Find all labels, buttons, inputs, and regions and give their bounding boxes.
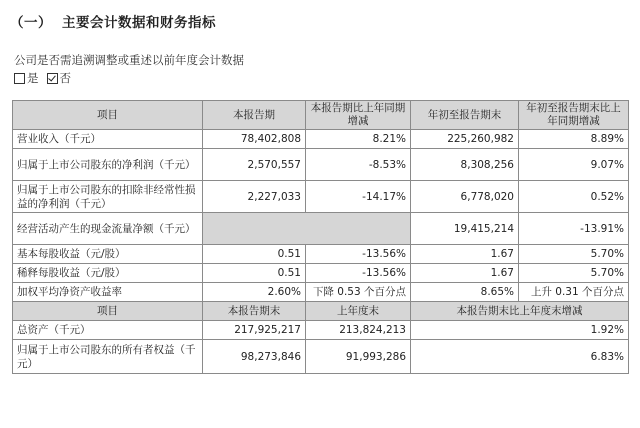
header-current: 本报告期末 bbox=[203, 302, 306, 321]
row-ytd-change: 9.07% bbox=[519, 149, 629, 181]
table-row bbox=[13, 149, 629, 181]
checkbox-yes-icon bbox=[14, 73, 25, 84]
row-item: 基本每股收益（元/股） bbox=[13, 245, 203, 264]
row-period-change: -8.53% bbox=[306, 149, 411, 181]
table1-header-row bbox=[13, 101, 629, 130]
header-change: 本报告期末比上年度末增减 bbox=[411, 302, 629, 321]
row-period: 78,402,808 bbox=[203, 130, 306, 149]
row-current: 217,925,217 bbox=[203, 321, 306, 340]
row-period-change: -13.56% bbox=[306, 264, 411, 283]
row-change: 6.83% bbox=[411, 340, 629, 374]
row-period: 0.51 bbox=[203, 264, 306, 283]
row-ytd-change: 0.52% bbox=[519, 181, 629, 213]
table-row bbox=[13, 321, 629, 340]
header-period: 本报告期 bbox=[203, 101, 306, 130]
option-yes-label: 是 bbox=[27, 71, 39, 85]
option-no-label: 否 bbox=[59, 71, 71, 85]
row-prior: 213,824,213 bbox=[306, 321, 411, 340]
header-prior: 上年度末 bbox=[306, 302, 411, 321]
row-item: 加权平均净资产收益率 bbox=[13, 283, 203, 302]
restatement-options bbox=[14, 70, 77, 86]
restatement-question: 公司是否需追溯调整或重述以前年度会计数据 bbox=[14, 53, 244, 67]
header-period-change: 本报告期比上年同期增减 bbox=[306, 101, 411, 130]
row-not-applicable-cell bbox=[203, 213, 411, 245]
section-number: （一） bbox=[10, 15, 52, 31]
row-ytd: 225,260,982 bbox=[411, 130, 519, 149]
row-period: 2,227,033 bbox=[203, 181, 306, 213]
section-title: 主要会计数据和财务指标 bbox=[62, 15, 216, 31]
row-period-change: 8.21% bbox=[306, 130, 411, 149]
header-ytd: 年初至报告期末 bbox=[411, 101, 519, 130]
row-ytd-change: 5.70% bbox=[519, 245, 629, 264]
row-item: 经营活动产生的现金流量净额（千元） bbox=[13, 213, 203, 245]
row-period-change: -14.17% bbox=[306, 181, 411, 213]
header-ytd-change: 年初至报告期末比上年同期增减 bbox=[519, 101, 629, 130]
header-item: 项目 bbox=[13, 302, 203, 321]
row-prior: 91,993,286 bbox=[306, 340, 411, 374]
row-ytd: 6,778,020 bbox=[411, 181, 519, 213]
row-ytd: 19,415,214 bbox=[411, 213, 519, 245]
option-yes bbox=[14, 70, 39, 86]
row-ytd: 8,308,256 bbox=[411, 149, 519, 181]
table-row bbox=[13, 213, 629, 245]
row-item: 稀释每股收益（元/股） bbox=[13, 264, 203, 283]
row-item: 归属于上市公司股东的所有者权益（千元） bbox=[13, 340, 203, 374]
row-ytd-change: -13.91% bbox=[519, 213, 629, 245]
row-current: 98,273,846 bbox=[203, 340, 306, 374]
row-ytd: 1.67 bbox=[411, 264, 519, 283]
table-row bbox=[13, 181, 629, 213]
row-period-change: 下降 0.53 个百分点 bbox=[306, 283, 411, 302]
table2-header-row bbox=[13, 302, 629, 321]
row-item: 归属于上市公司股东的扣除非经常性损益的净利润（千元） bbox=[13, 181, 203, 213]
row-item: 营业收入（千元） bbox=[13, 130, 203, 149]
header-item: 项目 bbox=[13, 101, 203, 130]
checkbox-no-checked-icon bbox=[47, 73, 58, 84]
row-ytd-change: 8.89% bbox=[519, 130, 629, 149]
row-period: 2,570,557 bbox=[203, 149, 306, 181]
row-item: 归属于上市公司股东的净利润（千元） bbox=[13, 149, 203, 181]
financial-data-table bbox=[12, 100, 629, 374]
row-ytd-change: 上升 0.31 个百分点 bbox=[519, 283, 629, 302]
row-ytd: 8.65% bbox=[411, 283, 519, 302]
row-period: 0.51 bbox=[203, 245, 306, 264]
row-period: 2.60% bbox=[203, 283, 306, 302]
table-row bbox=[13, 340, 629, 374]
row-change: 1.92% bbox=[411, 321, 629, 340]
row-ytd: 1.67 bbox=[411, 245, 519, 264]
option-no bbox=[47, 70, 72, 86]
table-row bbox=[13, 283, 629, 302]
table-row bbox=[13, 130, 629, 149]
row-period-change: -13.56% bbox=[306, 245, 411, 264]
table-row bbox=[13, 264, 629, 283]
table-row bbox=[13, 245, 629, 264]
section-heading bbox=[10, 11, 216, 31]
row-item: 总资产（千元） bbox=[13, 321, 203, 340]
row-ytd-change: 5.70% bbox=[519, 264, 629, 283]
